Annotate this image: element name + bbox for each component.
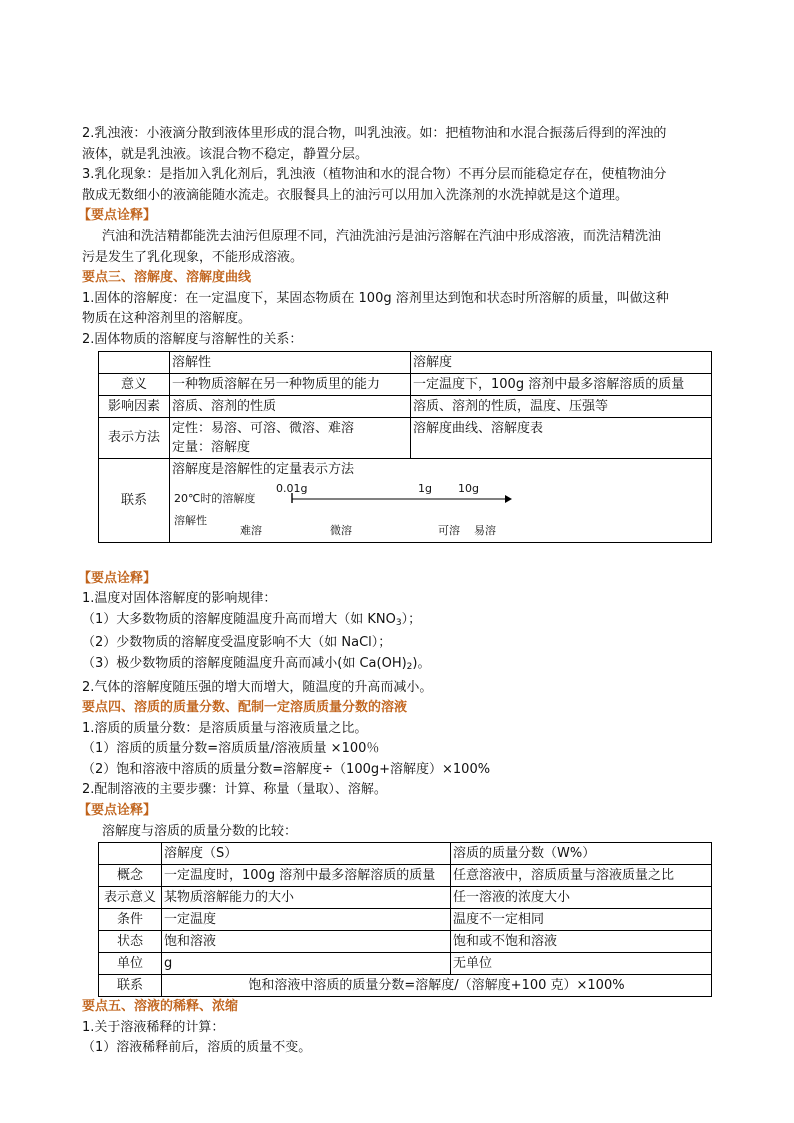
scale-label: 20℃时的溶解度 xyxy=(174,491,256,505)
table-cell: 溶质、溶剂的性质，温度、压强等 xyxy=(411,395,712,417)
table-cell: 条件 xyxy=(99,909,162,931)
tip-heading: 【要点诠释】 xyxy=(78,803,157,819)
table-cell xyxy=(170,458,712,542)
table-cell: 表示意义 xyxy=(99,887,162,909)
table-row xyxy=(99,458,712,542)
tip-text-2: 污是发生了乳化现象，不能形成溶液。 xyxy=(82,249,304,265)
solubility-def-2: 物质在这种溶剂里的溶解度。 xyxy=(82,311,252,327)
table-cell: 一定温度下，100g 溶剂中最多溶解溶质的质量 xyxy=(411,373,712,395)
table-row xyxy=(99,975,712,997)
table-row xyxy=(99,865,712,887)
quantitative-text: 定量：溶解度 xyxy=(172,439,251,455)
table-row xyxy=(99,843,712,865)
tip-text-1: 汽油和洗洁精都能洗去油污但原理不同，汽油洗油污是油污溶解在汽油中形成溶液，而洗洁精洗油 xyxy=(102,228,662,244)
table-cell: 温度不一定相同 xyxy=(451,909,712,931)
table-cell: 概念 xyxy=(99,865,162,887)
rule-1-text: （1）大多数物质的溶解度随温度升高而增大（如 KNO xyxy=(82,611,396,627)
tick-label: 1g xyxy=(418,481,432,495)
paragraph-emulsification-2: 散成无数细小的液滴能随水流走。衣服餐具上的油污可以用加入洗涤剂的水洗掉就是这个道理。 xyxy=(82,187,629,203)
table-row xyxy=(99,417,712,458)
table-row xyxy=(99,931,712,953)
comparison-table xyxy=(98,842,712,997)
table-cell: 一定温度时，100g 溶剂中最多溶解溶质的质量 xyxy=(162,865,451,887)
table-cell: 联系 xyxy=(99,458,170,542)
solubility-scale xyxy=(172,479,709,541)
relation-intro: 2.固体物质的溶解度与溶解性的关系： xyxy=(82,331,303,347)
table-cell: 无单位 xyxy=(451,953,712,975)
table-header: 溶解度 xyxy=(411,351,712,373)
table-cell: g xyxy=(162,953,451,975)
category-label: 难溶 xyxy=(240,523,262,537)
prep-steps: 2.配制溶液的主要步骤：计算、称量（量取）、溶解。 xyxy=(82,782,387,798)
table-cell xyxy=(170,417,411,458)
table-cell: 表示方法 xyxy=(99,417,170,458)
tick-label: 10g xyxy=(458,481,479,495)
relation-text: 溶解度是溶解性的定量表示方法 xyxy=(172,461,355,477)
formula-2: （2）饱和溶液中溶质的质量分数=溶解度÷（100g+溶解度）×100% xyxy=(82,761,491,777)
tip-heading: 【要点诠释】 xyxy=(78,208,157,224)
subscript: 2 xyxy=(406,661,413,672)
table-cell: 饱和溶液中溶质的质量分数=溶解度/（溶解度+100 克）×100% xyxy=(162,975,712,997)
table-cell: 一种物质溶解在另一种物质里的能力 xyxy=(170,373,411,395)
gas-rule: 2.气体的溶解度随压强的增大而增大，随温度的升高而减小。 xyxy=(82,679,433,695)
rule-3-end: )。 xyxy=(412,655,431,671)
table-cell: 溶解度曲线、溶解度表 xyxy=(411,417,712,458)
tick-label: 0.01g xyxy=(276,481,308,495)
table-cell: 联系 xyxy=(99,975,162,997)
rule-2: （2）少数物质的溶解度受温度影响不大（如 NaCl）； xyxy=(82,635,392,651)
table-cell: 单位 xyxy=(99,953,162,975)
rule-3-text: （3）极少数物质的溶解度随温度升高而减小(如 Ca(OH) xyxy=(82,655,407,671)
table-row xyxy=(99,395,712,417)
rule-3 xyxy=(82,654,712,678)
table-header: 溶质的质量分数（W%） xyxy=(451,843,712,865)
table-cell: 溶质、溶剂的性质 xyxy=(170,395,411,417)
section-title-4: 要点四、溶质的质量分数、配制一定溶质质量分数的溶液 xyxy=(82,700,408,716)
table-cell: 影响因素 xyxy=(99,395,170,417)
table-cell: 一定温度 xyxy=(162,909,451,931)
document-page xyxy=(78,124,712,1059)
dilution-calc: 1.关于溶液稀释的计算： xyxy=(82,1019,225,1035)
table-cell: 饱和或不饱和溶液 xyxy=(451,931,712,953)
category-label: 易溶 xyxy=(474,523,496,537)
solubility-table xyxy=(98,351,712,543)
paragraph-emulsification-1: 3.乳化现象：是指加入乳化剂后，乳浊液（植物油和水的混合物）不再分层而能稳定存在，使植物油分 xyxy=(82,167,667,183)
table-cell: 状态 xyxy=(99,931,162,953)
category-label: 微溶 xyxy=(330,523,352,537)
table-header: 溶解度（S） xyxy=(162,843,451,865)
table-header: 溶解性 xyxy=(170,351,411,373)
rule-1 xyxy=(82,610,712,634)
qualitative-text: 定性：易溶、可溶、微溶、难溶 xyxy=(172,420,355,436)
table-cell: 饱和溶液 xyxy=(162,931,451,953)
subscript: 3 xyxy=(395,617,402,628)
table-cell xyxy=(99,351,170,373)
mass-fraction-def: 1.溶质的质量分数：是溶质质量与溶液质量之比。 xyxy=(82,720,368,736)
temperature-rule: 1.温度对固体溶解度的影响规律： xyxy=(82,591,277,607)
section-title-5: 要点五、溶液的稀释、浓缩 xyxy=(82,999,239,1015)
table-row xyxy=(99,373,712,395)
table-row xyxy=(99,351,712,373)
solubility-def-1: 1.固体的溶解度：在一定温度下，某固态物质在 100g 溶剂里达到饱和状态时所溶解的质量，叫做这种 xyxy=(82,290,669,306)
paragraph-emulsion-1: 2.乳浊液：小液滴分散到液体里形成的混合物，叫乳浊液。如：把植物油和水混合振荡后得到的浑浊的 xyxy=(82,126,667,141)
table-cell: 某物质溶解能力的大小 xyxy=(162,887,451,909)
rule-1-end: ）； xyxy=(401,611,422,627)
dilution-rule: （1）溶液稀释前后，溶质的质量不变。 xyxy=(82,1040,312,1056)
table-cell: 意义 xyxy=(99,373,170,395)
tip-heading: 【要点诠释】 xyxy=(78,570,157,586)
table-cell xyxy=(99,843,162,865)
paragraph-emulsion-2: 液体，就是乳浊液。该混合物不稳定，静置分层。 xyxy=(82,146,369,162)
category-label: 可溶 xyxy=(438,523,460,537)
table-row xyxy=(99,887,712,909)
table-row xyxy=(99,953,712,975)
table-cell: 任一溶液的浓度大小 xyxy=(451,887,712,909)
solubility-label: 溶解性 xyxy=(174,513,207,527)
table-cell: 任意溶液中，溶质质量与溶液质量之比 xyxy=(451,865,712,887)
comparison-intro: 溶解度与溶质的质量分数的比较： xyxy=(102,823,298,839)
formula-1: （1）溶质的质量分数=溶质质量/溶液质量 ×100％ xyxy=(82,741,380,757)
section-title-3: 要点三、溶解度、溶解度曲线 xyxy=(82,270,252,286)
table-row xyxy=(99,909,712,931)
